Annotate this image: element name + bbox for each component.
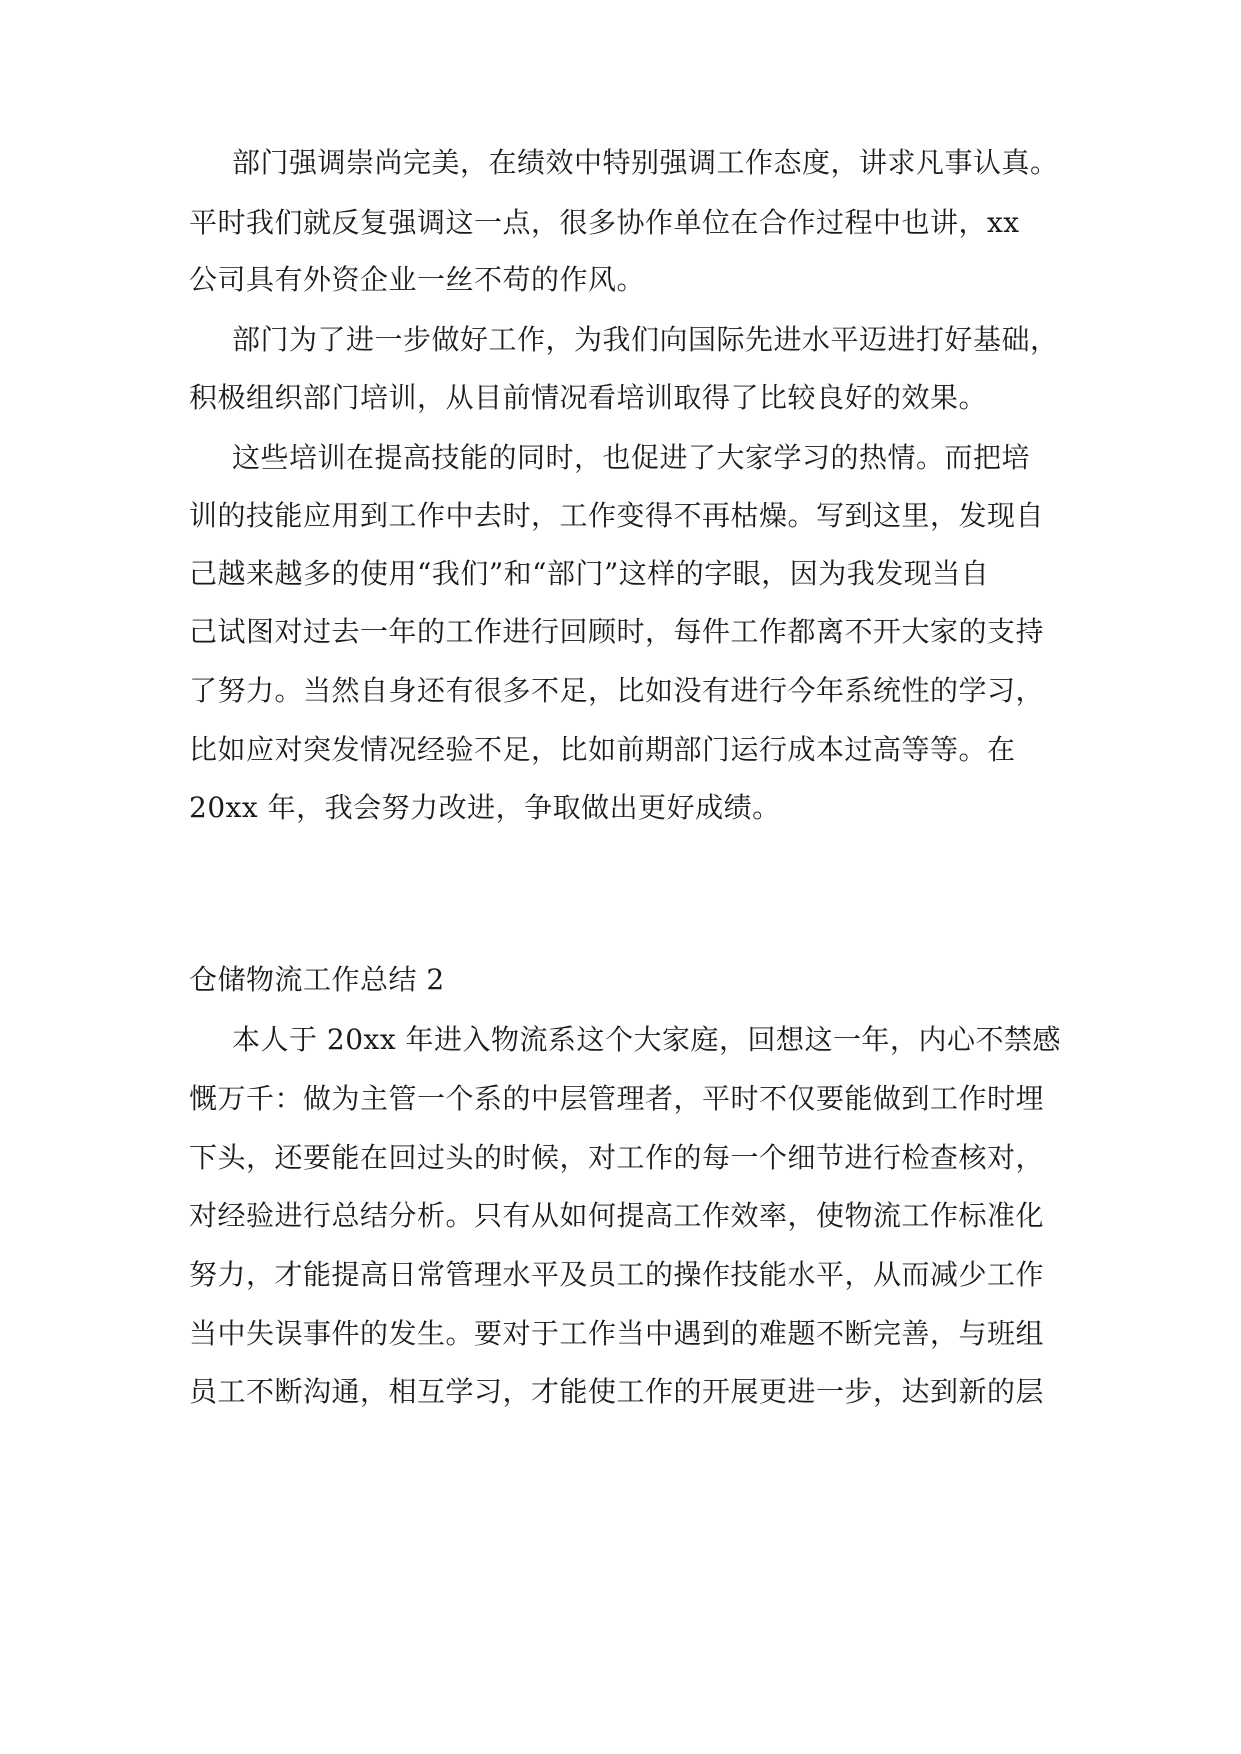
- text-line: 员工不断沟通，相互学习，才能使工作的开展更进一步，达到新的层: [189, 1375, 1045, 1408]
- text-line: 比如应对突发情况经验不足，比如前期部门运行成本过高等等。在: [189, 733, 1016, 766]
- text-line: 己试图对过去一年的工作进行回顾时，每件工作都离不开大家的支持: [189, 615, 1045, 648]
- text-line: 慨万千：做为主管一个系的中层管理者，平时不仅要能做到工作时埋: [189, 1082, 1045, 1115]
- text-line: 积极组织部门培训，从目前情况看培训取得了比较良好的效果。: [189, 381, 988, 414]
- text-line: 己越来越多的使用“我们”和“部门”这样的字眼，因为我发现当自: [189, 557, 990, 590]
- text-line: 对经验进行总结分析。只有从如何提高工作效率，使物流工作标准化: [189, 1199, 1045, 1232]
- text-line: 公司具有外资企业一丝不苟的作风。: [189, 263, 646, 296]
- text-line: 部门强调崇尚完美，在绩效中特别强调工作态度，讲求凡事认真。: [232, 146, 1059, 179]
- text-line: 20xx 年，我会努力改进，争取做出更好成绩。: [189, 791, 781, 824]
- text-line: 部门为了进一步做好工作，为我们向国际先进水平迈进打好基础，: [232, 323, 1059, 356]
- text-line: 努力，才能提高日常管理水平及员工的操作技能水平，从而减少工作: [189, 1258, 1045, 1291]
- text-line: 本人于 20xx 年进入物流系这个大家庭，回想这一年，内心不禁感: [232, 1023, 1062, 1056]
- text-line: 这些培训在提高技能的同时，也促进了大家学习的热情。而把培: [232, 441, 1031, 474]
- text-line: 训的技能应用到工作中去时，工作变得不再枯燥。写到这里，发现自: [189, 499, 1045, 532]
- section-heading: 仓储物流工作总结 2: [189, 963, 445, 996]
- text-line: 下头，还要能在回过头的时候，对工作的每一个细节进行检查核对，: [189, 1141, 1045, 1174]
- text-line: 了努力。当然自身还有很多不足，比如没有进行今年系统性的学习，: [189, 674, 1045, 707]
- text-line: 平时我们就反复强调这一点，很多协作单位在合作过程中也讲，xx: [189, 206, 1020, 239]
- text-line: 当中失误事件的发生。要对于工作当中遇到的难题不断完善，与班组: [189, 1317, 1045, 1350]
